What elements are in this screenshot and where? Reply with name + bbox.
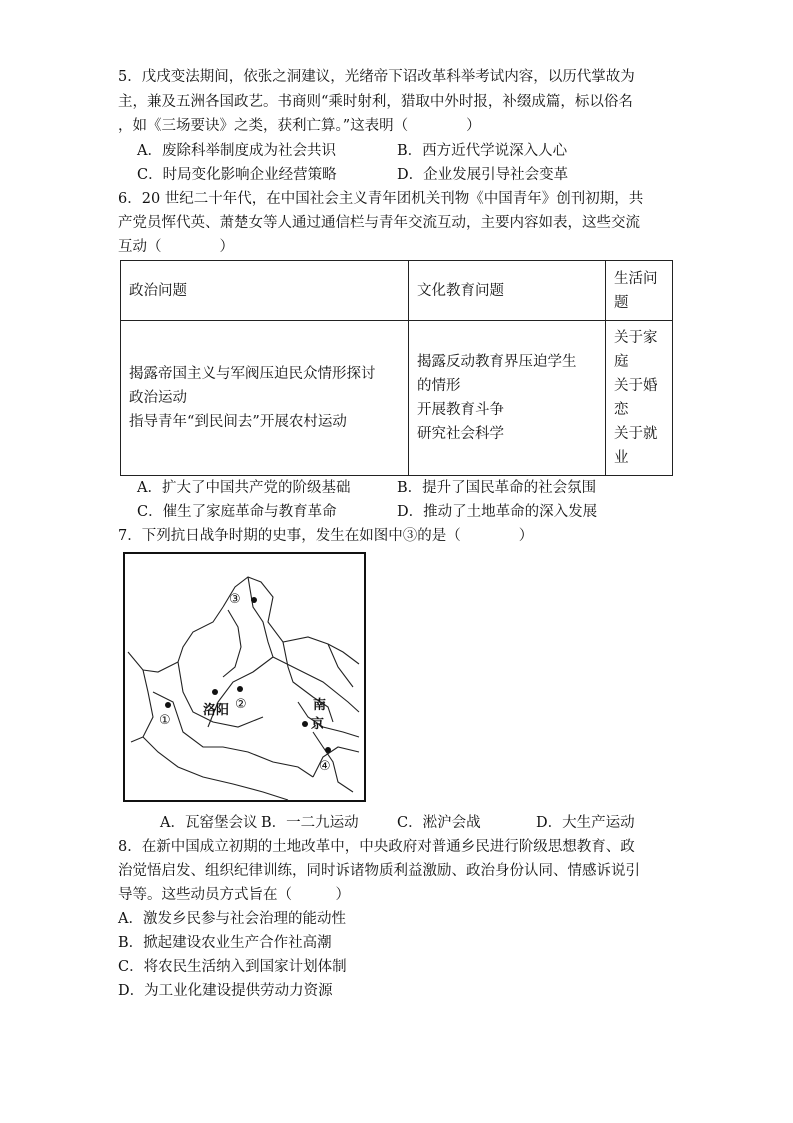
q5-stem-line: 5．戊戌变法期间，依张之洞建议，光绪帝下诏改革科举考试内容，以历代掌故为	[118, 69, 635, 85]
q6-stem-line: 6．20 世纪二十年代，在中国社会主义青年团机关刊物《中国青年》创刊初期，共	[118, 191, 644, 207]
point-luoyang	[212, 689, 218, 695]
table-header-life-line: 题	[614, 294, 629, 311]
cell-line: 庭	[614, 354, 629, 370]
map-label-2: ②	[235, 697, 247, 712]
q6-stem-line: 产党员恽代英、萧楚女等人通过通信栏与青年交流互动，主要内容如表，这些交流	[118, 215, 640, 231]
cell-line: 的情形	[417, 378, 461, 394]
point-3	[251, 597, 257, 603]
map-label-jing: 京	[311, 717, 325, 732]
cell-line: 揭露帝国主义与军阀压迫民众情形探讨	[129, 366, 376, 382]
q5-stem-line: 主，兼及五洲各国政艺。书商则“乘时射利，猎取中外时报，补缀成篇，标以俗名	[118, 94, 633, 110]
map-label-nan: 南	[313, 698, 327, 713]
q7-option-a: A．瓦窑堡会议	[160, 815, 258, 831]
cell-line: 研究社会科学	[417, 426, 504, 442]
cell-line: 揭露反动教育界压迫学生	[417, 354, 577, 370]
point-1	[165, 702, 171, 708]
cell-line: 恋	[614, 402, 629, 418]
q7-option-d: D．大生产运动	[536, 815, 635, 831]
q6-stem-line: 互动（ ）	[118, 239, 234, 255]
table-header-education: 文化教育问题	[409, 261, 606, 321]
cell-line: 开展教育斗争	[417, 402, 504, 418]
q8-stem-line: 8．在新中国成立初期的土地改革中，中央政府对普通乡民进行阶级思想教育、政	[118, 839, 635, 855]
q6-option-a: A．扩大了中国共产党的阶级基础	[137, 480, 351, 496]
map-label-4: ④	[319, 759, 331, 774]
q8-option-d: D．为工业化建设提供劳动力资源	[118, 983, 333, 999]
map-label-1: ①	[159, 713, 171, 728]
q8-option-b: B．掀起建设农业生产合作社高潮	[118, 935, 332, 951]
q6-table	[120, 260, 673, 476]
point-2	[237, 686, 243, 692]
point-nanjing	[302, 721, 308, 727]
cell-line: 指导青年“到民间去”开展农村运动	[129, 414, 347, 430]
q5-option-d: D．企业发展引导社会变革	[397, 167, 569, 183]
cell-line: 业	[614, 450, 629, 466]
q7-stem: 7．下列抗日战争时期的史事，发生在如图中③的是（ ）	[118, 528, 534, 544]
table-header-politics: 政治问题	[121, 261, 409, 321]
table-cell-education	[409, 321, 606, 476]
cell-line: 关于婚	[614, 378, 658, 394]
point-4	[325, 747, 331, 753]
table-cell-politics	[121, 321, 409, 476]
q6-option-d: D．推动了土地革命的深入发展	[397, 504, 598, 520]
cell-line: 关于家	[614, 330, 658, 346]
q6-option-b: B．提升了国民革命的社会氛围	[397, 480, 597, 496]
q7-option-c: C．淞沪会战	[397, 815, 481, 831]
map-label-luoyang: 洛阳	[203, 703, 230, 718]
q8-option-a: A．激发乡民参与社会治理的能动性	[118, 911, 346, 927]
q7-map	[123, 552, 366, 802]
q8-option-c: C．将农民生活纳入到国家计划体制	[118, 959, 347, 975]
q7-option-b: B．一二九运动	[261, 815, 359, 831]
q5-option-a: A．废除科举制度成为社会共识	[137, 143, 336, 159]
table-cell-life	[606, 321, 673, 476]
q5-option-b: B．西方近代学说深入人心	[397, 143, 568, 159]
map-label-3: ③	[229, 592, 241, 607]
q6-option-c: C．催生了家庭革命与教育革命	[137, 504, 337, 520]
q8-stem-line: 导等。这些动员方式旨在（ ）	[118, 887, 350, 903]
q5-stem-line: ，如《三场要诀》之类，获利亡算。”这表明（ ）	[118, 118, 481, 134]
table-header-life-line: 生活问	[614, 270, 658, 287]
q8-stem-line: 治觉悟启发、组织纪律训练，同时诉诸物质利益激励、政治身份认同、情感诉说引	[118, 863, 640, 879]
cell-line: 关于就	[614, 426, 658, 442]
table-header-life	[606, 261, 673, 321]
cell-line: 政治运动	[129, 390, 187, 406]
q5-option-c: C．时局变化影响企业经营策略	[137, 167, 337, 183]
